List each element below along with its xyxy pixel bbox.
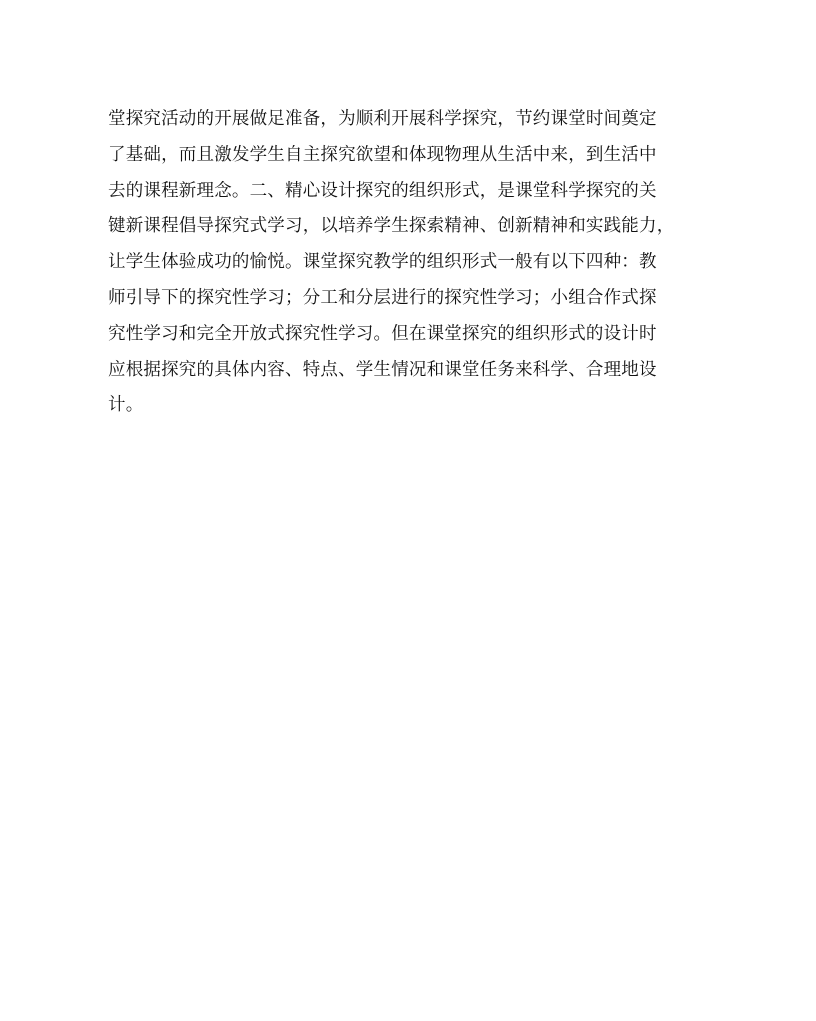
text-line-8: 应根据探究的具体内容、特点、学生情况和课堂任务来科学、合理地设 bbox=[108, 359, 657, 380]
text-line-4: 键新课程倡导探究式学习，以培养学生探索精神、创新精神和实践能力， bbox=[108, 216, 675, 237]
text-line-2: 了基础，而且激发学生自主探究欲望和体现物理从生活中来，到生活中 bbox=[108, 144, 657, 165]
text-line-6: 师引导下的探究性学习；分工和分层进行的探究性学习；小组合作式探 bbox=[108, 287, 657, 308]
text-line-1: 堂探究活动的开展做足准备，为顺利开展科学探究，节约课堂时间奠定 bbox=[108, 109, 657, 129]
text-line-9: 计。 bbox=[108, 395, 144, 416]
text-line-5: 让学生体验成功的愉悦。课堂探究教学的组织形式一般有以下四种：教 bbox=[108, 252, 657, 273]
text-line-3: 去的课程新理念。二、精心设计探究的组织形式，是课堂科学探究的关 bbox=[108, 180, 657, 201]
text-line-7: 究性学习和完全开放式探究性学习。但在课堂探究的组织形式的设计时 bbox=[108, 323, 657, 344]
body-paragraph bbox=[108, 102, 708, 424]
